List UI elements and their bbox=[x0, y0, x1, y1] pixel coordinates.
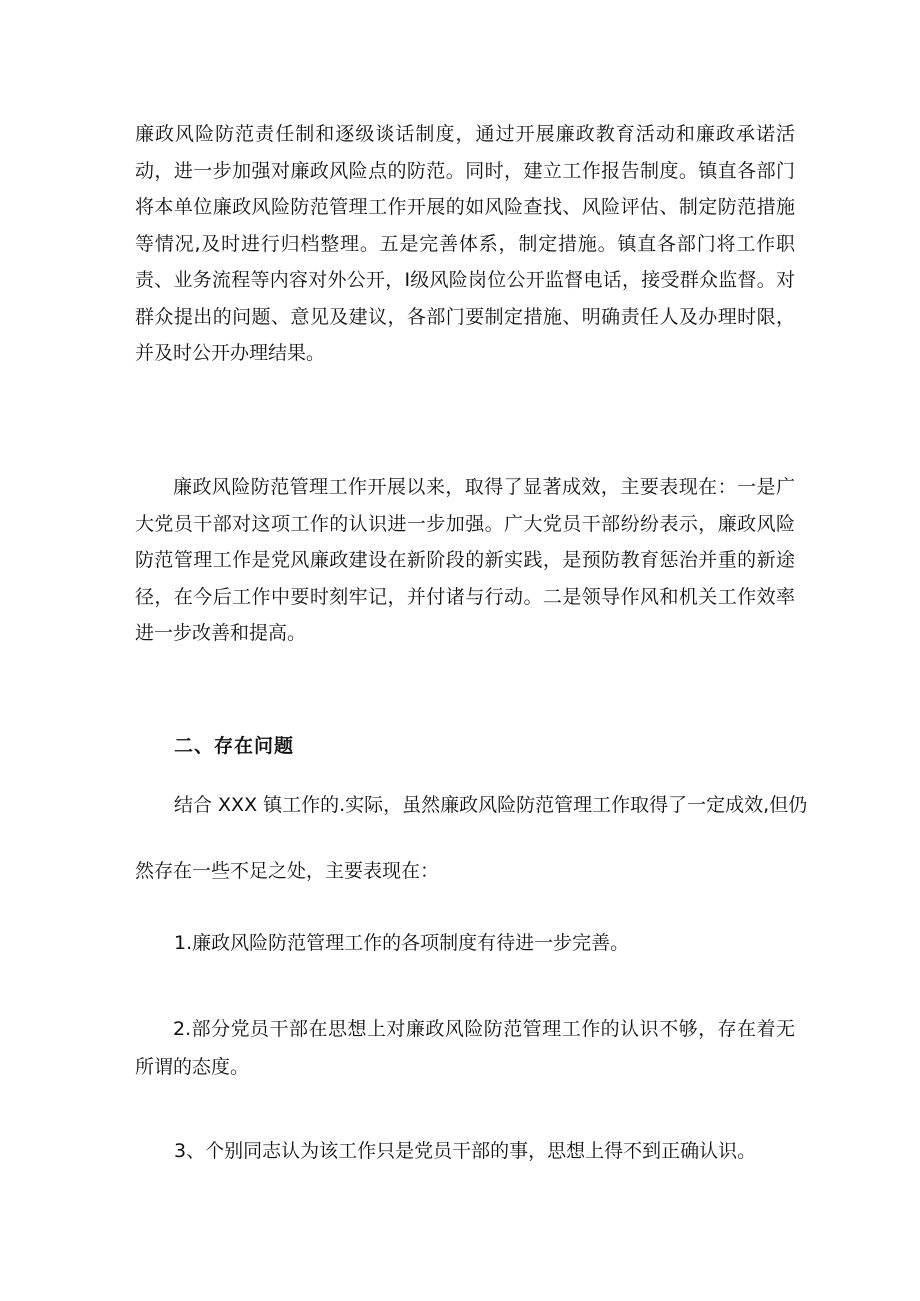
body-paragraph-2: 廉政风险防范管理工作开展以来，取得了显著成效，主要表现在：一是广大党员干部对这项工作的认识进一步加强。广大党员干部纷纷表示，廉政风险防范管理工作是党风廉政建设在新阶段的新实践，是预防教育惩治并重的新途径，在今后工作中要时刻牢记，并付诸与行动。二是领导作风和机关工作效率进一步改善和提高。 bbox=[135, 476, 795, 644]
list-item-2: 2.部分党员干部在思想上对廉政风险防范管理工作的认识不够，存在着无所谓的态度。 bbox=[135, 1018, 795, 1078]
list-item-3: 3、个别同志认为该工作只是党员干部的事，思想上得不到正确认识。 bbox=[174, 1140, 757, 1162]
section-heading: 二、存在问题 bbox=[174, 735, 295, 757]
body-paragraph-1: 廉政风险防范责任制和逐级谈话制度，通过开展廉政教育活动和廉政承诺活动，进一步加强对廉政风险点的防范。同时，建立工作报告制度。镇直各部门将本单位廉政风险防范管理工作开展的如风险查找、风险评估、制定防范措施等情况,及时进行归档整理。五是完善体系，制定措施。镇直各部门将工作职责、业务流程等内容对外公开，I级风险岗位公开监督电话，接受群众监督。对群众提出的问题、意见及建议，各部门要制定措施、明确责任人及办理时限，并及时公开办理结果。 bbox=[135, 123, 795, 364]
list-item-1: 1.廉政风险防范管理工作的各项制度有待进一步完善。 bbox=[174, 932, 630, 954]
intro-line-2: 然存在一些不足之处，主要表现在： bbox=[135, 860, 440, 882]
intro-line-1: 结合 XXX 镇工作的.实际，虽然廉政风险防范管理工作取得了一定成效,但仍 bbox=[174, 794, 808, 816]
